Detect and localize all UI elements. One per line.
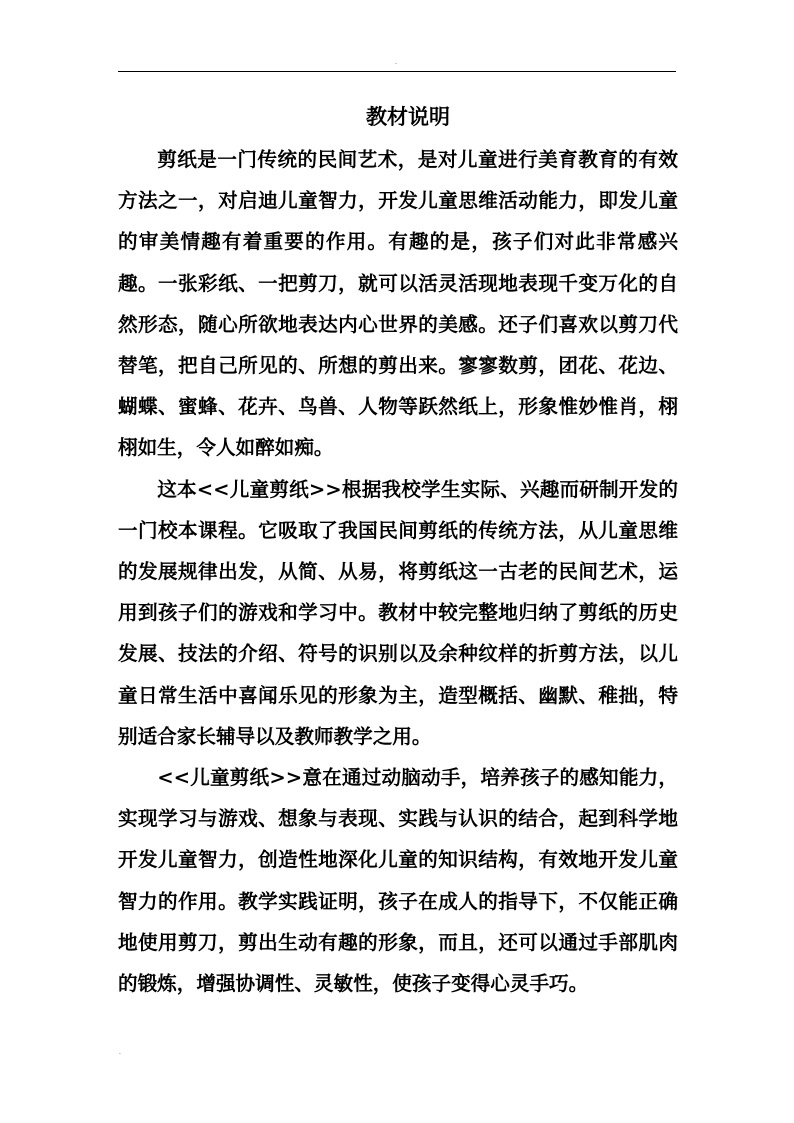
header-rule <box>118 71 676 72</box>
document-title: 教材说明 <box>366 104 450 129</box>
paragraph-2: 这本<<儿童剪纸>>根据我校学生实际、兴趣而研制开发的一门校本课程。它吸取了我国民间剪纸的传统方法，从儿童思维的发展规律出发，从简、从易，将剪纸这一古老的民间艺术，运用到孩子们的游戏和学习中。教材中较完整地归纳了剪纸的历史发展、技法的介绍、符号的识别以及余种纹样的折剪方法，以儿童日常生活中喜闻乐见的形象为主，造型概括、幽默、稚拙，特别适合家长辅导以及教师教学之用。 <box>118 477 678 748</box>
paragraph-1: 剪纸是一门传统的民间艺术，是对儿童进行美育教育的有效方法之一，对启迪儿童智力，开发儿童思维活动能力，即发儿童的审美情趣有着重要的作用。有趣的是，孩子们对此非常感兴趣。一张彩纸、一把剪刀，就可以活灵活现地表现千变万化的自然形态，随心所欲地表达内心世界的美感。还子们喜欢以剪刀代替笔，把自己所见的、所想的剪出来。寥寥数剪，团花、花边、蝴蝶、蜜蜂、花卉、鸟兽、人物等跃然纸上，形象惟妙惟肖，栩栩如生，令人如醉如痴。 <box>118 148 678 460</box>
footer-mark: . <box>119 1049 121 1056</box>
header-mark: . <box>395 59 397 66</box>
paragraph-3: <<儿童剪纸>>意在通过动脑动手，培养孩子的感知能力，实现学习与游戏、想象与表现、实践与认识的结合，起到科学地开发儿童智力，创造性地深化儿童的知识结构，有效地开发儿童智力的作用。教学实践证明，孩子在成人的指导下，不仅能正确地使用剪刀，剪出生动有趣的形象，而且，还可以通过手部肌肉的锻炼，增强协调性、灵敏性，使孩子变得心灵手巧。 <box>118 766 678 996</box>
document-body <box>118 139 678 1004</box>
